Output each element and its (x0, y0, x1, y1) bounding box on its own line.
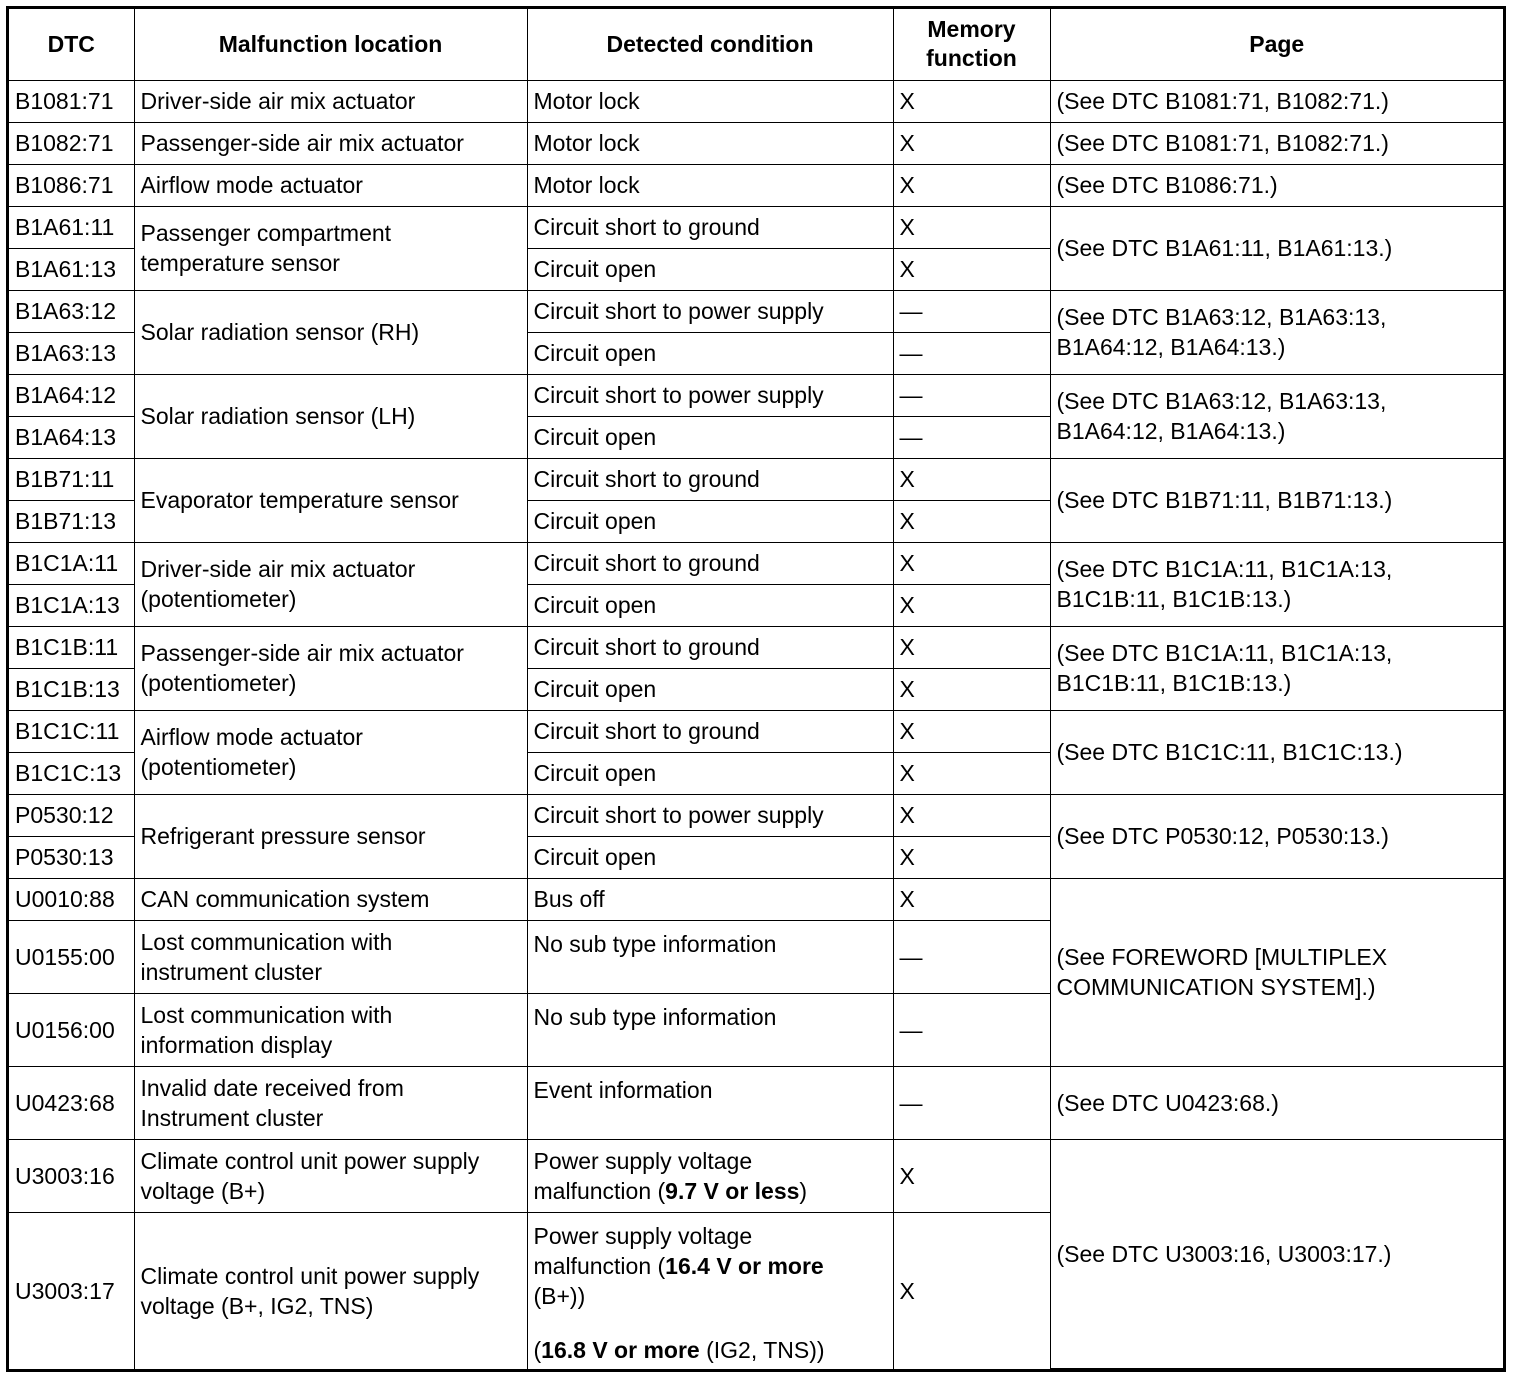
malfunction-location: Solar radiation sensor (RH) (134, 290, 527, 374)
table-row (9, 122, 1503, 164)
table-row (9, 458, 1503, 500)
location-line: information display (140, 1031, 333, 1058)
detected-condition: Circuit open (527, 332, 893, 374)
page-line: B1A64:12, B1A64:13.) (1056, 418, 1286, 445)
detected-condition: Motor lock (527, 164, 893, 206)
condition-line: malfunction ( (533, 1252, 666, 1279)
detected-condition: Circuit open (527, 500, 893, 542)
detected-condition: Circuit short to ground (527, 458, 893, 500)
page-reference (1050, 626, 1503, 710)
detected-condition: Circuit open (527, 584, 893, 626)
page-reference: (See DTC B1B71:11, B1B71:13.) (1050, 458, 1503, 542)
memory-function: — (893, 416, 1050, 458)
page-line: (See DTC B1A63:12, B1A63:13, (1056, 304, 1387, 331)
dtc-code: B1C1C:11 (9, 710, 134, 752)
detected-condition (527, 1212, 893, 1368)
page-reference: (See DTC B1C1C:11, B1C1C:13.) (1050, 710, 1503, 794)
condition-line: Power supply voltage (533, 1147, 753, 1174)
header-location: Malfunction location (134, 9, 527, 80)
malfunction-location: Driver-side air mix actuator (134, 80, 527, 122)
page-line: (See DTC B1A63:12, B1A63:13, (1056, 388, 1387, 415)
table-row (9, 878, 1503, 920)
malfunction-location: Refrigerant pressure sensor (134, 794, 527, 878)
location-line: instrument cluster (140, 958, 323, 985)
memory-function: X (893, 164, 1050, 206)
table-row (9, 542, 1503, 584)
location-line: Climate control unit power supply (140, 1147, 480, 1174)
detected-condition: Circuit open (527, 248, 893, 290)
table-row (9, 374, 1503, 416)
detected-condition: Circuit open (527, 416, 893, 458)
memory-function: X (893, 752, 1050, 794)
location-line: Invalid date received from (140, 1074, 404, 1101)
detected-condition: Event information (527, 1066, 893, 1139)
dtc-code: B1B71:13 (9, 500, 134, 542)
location-line: voltage (B+) (140, 1177, 266, 1204)
table-row (9, 1066, 1503, 1139)
table-row (9, 794, 1503, 836)
dtc-code: B1C1B:11 (9, 626, 134, 668)
location-line: Lost communication with (140, 928, 393, 955)
page-reference (1050, 878, 1503, 1066)
dtc-code: U0423:68 (9, 1066, 134, 1139)
table-row (9, 626, 1503, 668)
detected-condition: No sub type information (527, 920, 893, 993)
detected-condition: No sub type information (527, 993, 893, 1066)
condition-line: ( (533, 1336, 542, 1363)
page-line: COMMUNICATION SYSTEM].) (1056, 974, 1376, 1001)
malfunction-location (134, 542, 527, 626)
location-line: Driver-side air mix actuator (140, 556, 416, 583)
condition-line: (B+)) (533, 1282, 586, 1309)
memory-function: X (893, 1139, 1050, 1212)
condition-line-end: ) (799, 1177, 808, 1204)
page-reference: (See DTC B1081:71, B1082:71.) (1050, 122, 1503, 164)
detected-condition: Motor lock (527, 122, 893, 164)
page-reference: (See DTC B1A61:11, B1A61:13.) (1050, 206, 1503, 290)
detected-condition: Circuit short to ground (527, 542, 893, 584)
location-line: Passenger-side air mix actuator (140, 640, 464, 667)
dtc-code: U0156:00 (9, 993, 134, 1066)
detected-condition: Circuit short to ground (527, 710, 893, 752)
memory-function: X (893, 710, 1050, 752)
header-memory (893, 9, 1050, 80)
page-line: (See DTC B1C1A:11, B1C1A:13, (1056, 640, 1393, 667)
header-page: Page (1050, 9, 1503, 80)
table-header-row (9, 9, 1503, 80)
header-memory-line1: Memory (927, 16, 1016, 43)
detected-condition: Circuit short to power supply (527, 290, 893, 332)
memory-function: X (893, 1212, 1050, 1368)
dtc-code: P0530:12 (9, 794, 134, 836)
dtc-code: U3003:16 (9, 1139, 134, 1212)
detected-condition: Circuit short to ground (527, 206, 893, 248)
location-line: (potentiometer) (140, 586, 297, 613)
page-reference: (See DTC U3003:16, U3003:17.) (1050, 1139, 1503, 1368)
malfunction-location (134, 710, 527, 794)
location-line: temperature sensor (140, 250, 340, 277)
dtc-code: U0155:00 (9, 920, 134, 993)
malfunction-location (134, 626, 527, 710)
spacer (534, 1311, 887, 1335)
table-row (9, 206, 1503, 248)
table-row (9, 80, 1503, 122)
malfunction-location (134, 993, 527, 1066)
page-line: B1C1B:11, B1C1B:13.) (1056, 586, 1292, 613)
page-reference (1050, 290, 1503, 374)
memory-function: — (893, 374, 1050, 416)
page-reference (1050, 374, 1503, 458)
dtc-table (9, 9, 1503, 1369)
detected-condition: Circuit short to power supply (527, 794, 893, 836)
detected-condition (527, 1139, 893, 1212)
voltage-threshold: 9.7 V or less (665, 1177, 800, 1204)
dtc-code: B1A61:11 (9, 206, 134, 248)
malfunction-location: Passenger-side air mix actuator (134, 122, 527, 164)
location-line: Instrument cluster (140, 1104, 324, 1131)
location-line: Passenger compartment (140, 220, 392, 247)
detected-condition: Circuit open (527, 836, 893, 878)
location-line: Climate control unit power supply (140, 1262, 480, 1289)
dtc-table-frame (6, 6, 1506, 1372)
dtc-code: B1C1C:13 (9, 752, 134, 794)
memory-function: X (893, 836, 1050, 878)
location-line: (potentiometer) (140, 754, 297, 781)
page-reference: (See DTC B1086:71.) (1050, 164, 1503, 206)
dtc-code: U0010:88 (9, 878, 134, 920)
dtc-code: P0530:13 (9, 836, 134, 878)
memory-function: — (893, 1066, 1050, 1139)
page-line: (See FOREWORD [MULTIPLEX (1056, 944, 1388, 971)
memory-function: X (893, 500, 1050, 542)
malfunction-location (134, 1139, 527, 1212)
page-line: B1A64:12, B1A64:13.) (1056, 334, 1286, 361)
detected-condition: Motor lock (527, 80, 893, 122)
header-memory-line2: function (926, 45, 1017, 72)
memory-function: X (893, 458, 1050, 500)
memory-function: X (893, 794, 1050, 836)
table-row (9, 164, 1503, 206)
dtc-code: B1C1A:13 (9, 584, 134, 626)
page-line: B1C1B:11, B1C1B:13.) (1056, 670, 1292, 697)
condition-line: malfunction ( (533, 1177, 666, 1204)
memory-function: X (893, 668, 1050, 710)
memory-function: — (893, 290, 1050, 332)
voltage-threshold: 16.4 V or more (665, 1252, 824, 1279)
table-row (9, 290, 1503, 332)
table-row (9, 1139, 1503, 1212)
malfunction-location (134, 1212, 527, 1368)
page-reference: (See DTC B1081:71, B1082:71.) (1050, 80, 1503, 122)
memory-function: X (893, 80, 1050, 122)
detected-condition: Circuit open (527, 752, 893, 794)
header-dtc: DTC (9, 9, 134, 80)
detected-condition: Circuit short to power supply (527, 374, 893, 416)
page-reference (1050, 542, 1503, 626)
detected-condition: Circuit short to ground (527, 626, 893, 668)
malfunction-location: CAN communication system (134, 878, 527, 920)
location-line: (potentiometer) (140, 670, 297, 697)
memory-function: X (893, 584, 1050, 626)
memory-function: — (893, 993, 1050, 1066)
memory-function: X (893, 542, 1050, 584)
dtc-code: B1081:71 (9, 80, 134, 122)
malfunction-location: Evaporator temperature sensor (134, 458, 527, 542)
memory-function: X (893, 248, 1050, 290)
detected-condition: Bus off (527, 878, 893, 920)
malfunction-location (134, 206, 527, 290)
dtc-code: B1082:71 (9, 122, 134, 164)
location-line: Airflow mode actuator (140, 724, 363, 751)
condition-line: Power supply voltage (533, 1222, 753, 1249)
header-condition: Detected condition (527, 9, 893, 80)
malfunction-location: Airflow mode actuator (134, 164, 527, 206)
dtc-code: B1B71:11 (9, 458, 134, 500)
voltage-threshold: 16.8 V or more (541, 1336, 700, 1363)
dtc-code: B1A63:12 (9, 290, 134, 332)
dtc-code: B1A64:12 (9, 374, 134, 416)
memory-function: X (893, 878, 1050, 920)
dtc-code: B1C1B:13 (9, 668, 134, 710)
memory-function: X (893, 122, 1050, 164)
dtc-code: B1A63:13 (9, 332, 134, 374)
memory-function: X (893, 206, 1050, 248)
page-reference: (See DTC U0423:68.) (1050, 1066, 1503, 1139)
memory-function: X (893, 626, 1050, 668)
condition-line-end: (IG2, TNS)) (699, 1336, 825, 1363)
detected-condition: Circuit open (527, 668, 893, 710)
location-line: voltage (B+, IG2, TNS) (140, 1292, 374, 1319)
memory-function: — (893, 332, 1050, 374)
page-reference: (See DTC P0530:12, P0530:13.) (1050, 794, 1503, 878)
location-line: Lost communication with (140, 1001, 393, 1028)
malfunction-location (134, 920, 527, 993)
table-row (9, 710, 1503, 752)
dtc-code: B1086:71 (9, 164, 134, 206)
dtc-code: B1A61:13 (9, 248, 134, 290)
dtc-code: B1A64:13 (9, 416, 134, 458)
malfunction-location: Solar radiation sensor (LH) (134, 374, 527, 458)
malfunction-location (134, 1066, 527, 1139)
memory-function: — (893, 920, 1050, 993)
page-line: (See DTC B1C1A:11, B1C1A:13, (1056, 556, 1393, 583)
dtc-code: B1C1A:11 (9, 542, 134, 584)
dtc-code: U3003:17 (9, 1212, 134, 1368)
